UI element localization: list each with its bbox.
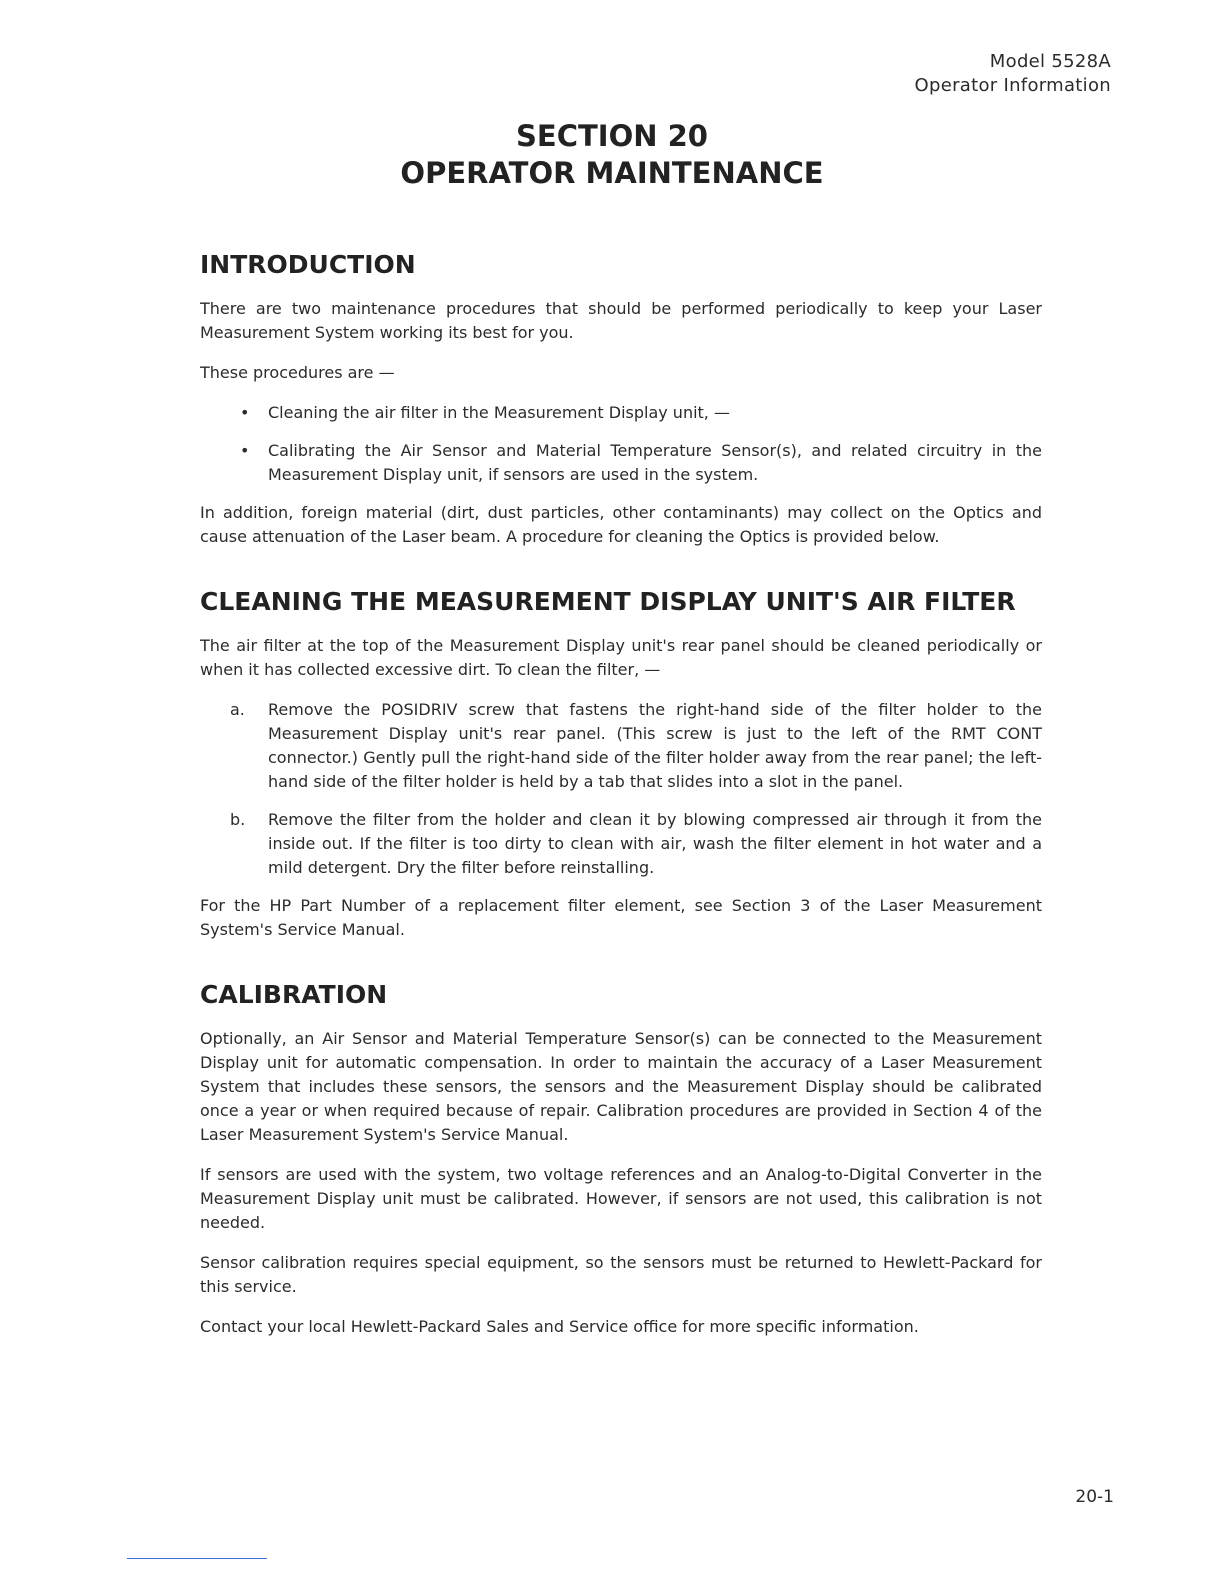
optics-paragraph: In addition, foreign material (dirt, dust particles, other contaminants) may collect on the Optics and cause attenuation of the Laser beam. A procedure for cleaning the Optics is provided below. bbox=[200, 503, 1042, 546]
bottom-rule bbox=[127, 1558, 267, 1559]
page-content bbox=[200, 250, 1042, 1355]
header-subtitle: Operator Information bbox=[914, 75, 1111, 96]
introduction-paragraph: There are two maintenance procedures that should be performed periodically to keep your Laser Measurement System working its best for you. bbox=[200, 299, 1042, 342]
calibration-paragraph: Sensor calibration requires special equipment, so the sensors must be returned to Hewlett-Packard for this service. bbox=[200, 1253, 1042, 1296]
list-item-text: Calibrating the Air Sensor and Material Temperature Sensor(s), and related circuitry in the Measurement Display unit, if sensors are used in the system. bbox=[268, 441, 1042, 484]
bullet-icon: • bbox=[240, 441, 250, 460]
calibration-paragraph: Contact your local Hewlett-Packard Sales and Service office for more specific information. bbox=[200, 1317, 919, 1336]
section-number: SECTION 20 bbox=[516, 119, 708, 153]
procedures-lead: These procedures are — bbox=[200, 363, 395, 382]
air-filter-paragraph: The air filter at the top of the Measurement Display unit's rear panel should be cleaned periodically or when it has collected excessive dirt. To clean the filter, — bbox=[200, 636, 1042, 679]
page-number: 20-1 bbox=[1075, 1487, 1114, 1507]
calibration-section bbox=[200, 980, 1042, 1339]
calibration-paragraph: Optionally, an Air Sensor and Material Temperature Sensor(s) can be connected to the Measurement Display unit for automatic compensation. In order to maintain the accuracy of a Laser Measurement System that includes these sensors, the sensors and the Measurement Display should be calibrated once a year or when required because of repair. Calibration procedures are provided in Section 4 of the Laser Measurement System's Service Manual. bbox=[200, 1029, 1042, 1144]
air-filter-section bbox=[200, 587, 1042, 942]
calibration-paragraph: If sensors are used with the system, two voltage references and an Analog-to-Digital Converter in the Measurement Display unit must be calibrated. However, if sensors are not used, this calibration is not needed. bbox=[200, 1165, 1042, 1232]
introduction-section bbox=[200, 250, 1042, 549]
step-label: a. bbox=[230, 700, 245, 719]
step-text: Remove the POSIDRIV screw that fastens the right-hand side of the filter holder to the Measurement Display unit's rear panel. (This screw is just to the left of the RMT CONT connector.) Gently pull the right-hand side of the filter holder away from the rear panel; the left-hand side of the filter holder is held by a tab that slides into a slot in the panel. bbox=[268, 700, 1042, 791]
step-text: Remove the filter from the holder and clean it by blowing compressed air through it from the inside out. If the filter is too dirty to clean with air, wash the filter element in hot water and a mild detergent. Dry the filter before reinstalling. bbox=[268, 810, 1042, 877]
calibration-heading: CALIBRATION bbox=[200, 980, 388, 1009]
list-item bbox=[200, 401, 1042, 425]
introduction-heading: INTRODUCTION bbox=[200, 250, 416, 279]
section-name: OPERATOR MAINTENANCE bbox=[400, 156, 824, 190]
list-item-text: Cleaning the air filter in the Measurement Display unit, — bbox=[268, 403, 730, 422]
list-item bbox=[200, 698, 1042, 794]
procedure-list bbox=[200, 401, 1042, 487]
step-label: b. bbox=[230, 810, 246, 829]
model-label: Model 5528A bbox=[989, 51, 1111, 72]
section-title bbox=[0, 118, 1224, 192]
list-item bbox=[200, 439, 1042, 487]
part-number-paragraph: For the HP Part Number of a replacement filter element, see Section 3 of the Laser Measurement System's Service Manual. bbox=[200, 896, 1042, 939]
bullet-icon: • bbox=[240, 403, 250, 422]
cleaning-steps bbox=[200, 698, 1042, 880]
list-item bbox=[200, 808, 1042, 880]
air-filter-heading: CLEANING THE MEASUREMENT DISPLAY UNIT'S AIR FILTER bbox=[200, 587, 1016, 616]
page-header bbox=[915, 50, 1112, 98]
